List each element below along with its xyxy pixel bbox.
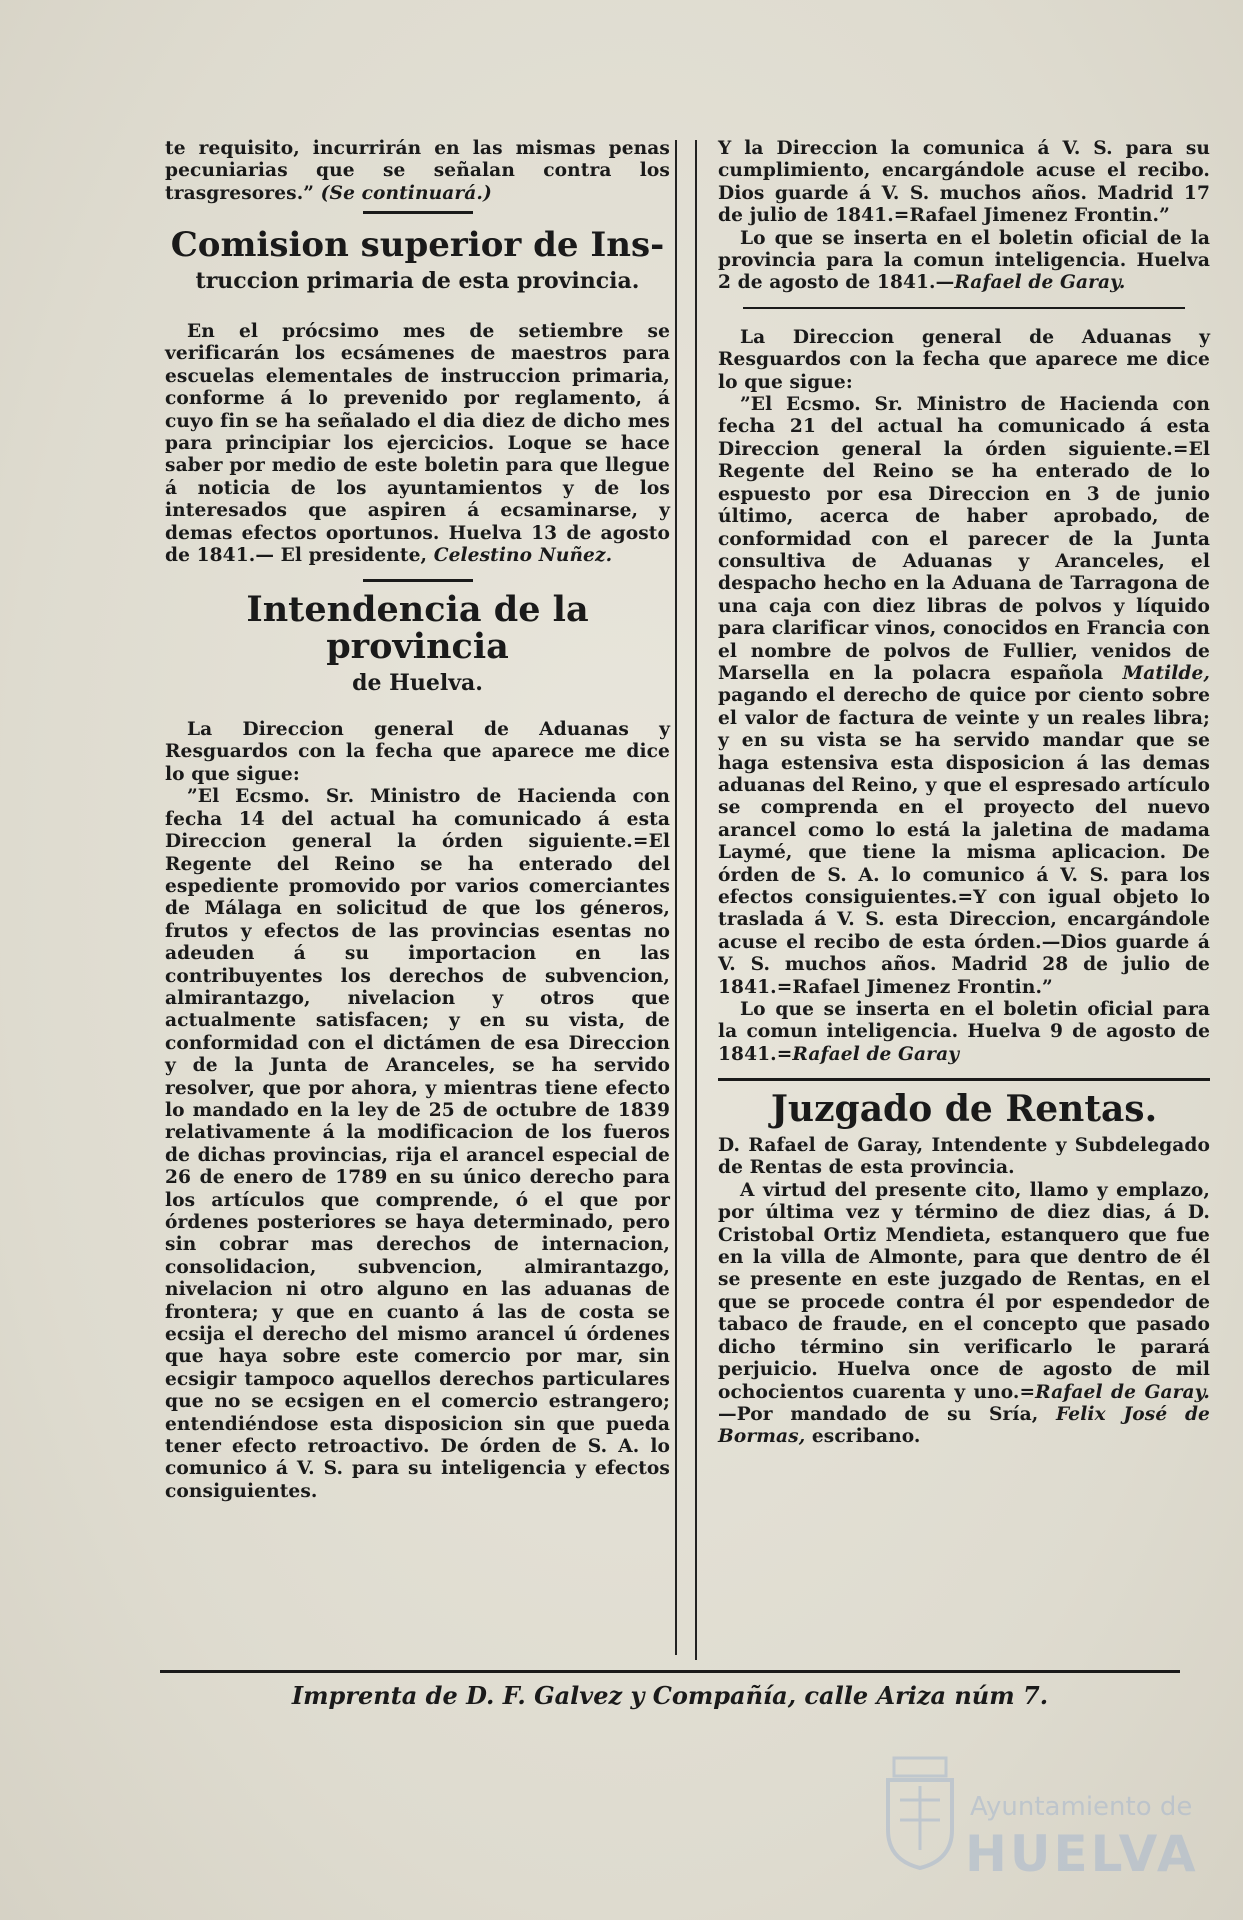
intendencia-order: ”El Ecsmo. Sr. Ministro de Hacienda con fecha 14 del actual ha comunicado á esta Direccion general la órden siguiente.=El Regente del Reino se ha enterado del espediente promovido por varios comerciantes de Málaga en solicitud de que los géneros, frutos y efectos de las provincias esentas no adeuden á su importacion en las contribuyentes los derechos de subvencion, almirantazgo, nivelacion y otros que actualmente satisfacen; y en su vista, de conformidad con el dictámen de esa Direccion y de la Junta de Aranceles, se ha servido resolver, que por ahora, y mientras tiene efecto lo mandado en la ley de 25 de octubre de 1839 relativamente á la modificacion de los fueros de dichas provincias, rija el arancel especial de 26 de enero de 1789 en su único derecho para los artículos que comprende, ó el que por órdenes posteriores se haya determinado, pero sin cobrar mas derechos de internacion, consolidacion, subvencion, almirantazgo, nivelacion ni otro alguno en las aduanas de frontera; y que en cuanto á las de costa se ecsija el derecho del mismo arancel ú órdenes que haya sobre este comercio por mar, sin ecsigir tampoco aquellos derechos particulares que no se ecsigen en el comercio estrangero; entendiéndose esta disposicion sin que pueda tener efecto retroactivo. De órden de S. A. lo comunico á V. S. para su inteligencia y efectos consiguientes. [165,786,670,1502]
watermark-line2: HUELVA [965,1825,1199,1883]
separator [363,211,473,214]
archive-watermark [880,1740,1220,1910]
imprint-text: Imprenta de D. F. Galvez y Compañía, calle Ariza núm 7. [291,1681,1049,1710]
left-column [165,138,670,1503]
right-column [718,138,1210,1449]
column-divider-right [695,140,697,1660]
coat-of-arms-icon [880,1750,960,1870]
separator [363,579,473,582]
juzgado-heading: D. Rafael de Garay, Intendente y Subdelegado de Rentas de esta provincia. [718,1135,1210,1179]
continued-paragraph: te requisito, incurrirán en las mismas penas pecuniarias que se señalan contra los trasgresores.” (Se continuará.) [165,138,670,204]
ship-name: Matilde, [1122,662,1210,684]
signature: Rafael de Garay [792,1043,960,1065]
signature: Rafael de Garay. [1035,1381,1210,1403]
comision-paragraph: En el prócsimo mes de setiembre se verificarán los ecsámenes de maestros para escuelas elementales de instruccion primaria, conforme á lo prevenido por reglamento, á cuyo fin se ha señalado el dia diez de dicho mes para principiar los ejercicios. Loque se hace saber por medio de este boletin para que llegue á noticia de los ayuntamientos y de los interesados que aspiren á ecsaminarse, y demas efectos oportunos. Huelva 13 de agosto de 1841.— El presidente, Celestino Nuñez. [165,321,670,567]
separator [743,307,1186,309]
section-subtitle-comision: truccion primaria de esta provincia. [195,267,640,294]
watermark-line1: Ayuntamiento de [970,1792,1193,1822]
signature: Felix José de Bormas, [718,1403,1210,1448]
section-title-juzgado: Juzgado de Rentas. [770,1088,1158,1131]
footer-rule [160,1670,1180,1673]
signature: Celestino Nuñez. [433,545,613,567]
insert-note-2: Lo que se inserta en el boletin oficial para la comun inteligencia. Huelva 9 de agosto de 1841.=Rafael de Garay [718,999,1210,1065]
section-subtitle-intendencia: de Huelva. [352,669,483,696]
signature: Rafael de Garay. [954,272,1126,294]
juzgado-notice: A virtud del presente cito, llamo y emplazo, por última vez y término de diez dias, á D. Cristobal Ortiz Mendieta, estanquero que fue en la villa de Almonte, para que dentro de él se presente en este juzgado de Rentas, en el que se procede contra él por espendedor de tabaco de fraude, en el concepto que pasado dicho término sin verificarlo le parará perjuicio. Huelva once de agosto de mil ochocientos cuarenta y uno.=Rafael de Garay. —Por mandado de su Sría, Felix José de Bormas, escribano. [718,1179,1210,1448]
aduanas-intro: La Direccion general de Aduanas y Resguardos con la fecha que aparece me dice lo que sigue: [718,326,1210,393]
aduanas-order: ”El Ecsmo. Sr. Ministro de Hacienda con fecha 21 del actual ha comunicado á esta Direccion general la órden siguiente.=El Regente del Reino se ha enterado de lo espuesto por esa Direccion en 3 de junio último, acerca de haber aprobado, de conformidad con el parecer de la Junta consultiva de Aduanas y Aranceles, el despacho hecho en la Aduana de Tarragona de una caja con diez libras de polvos y líquido para clarificar vinos, conocidos en Francia con el nombre de polvos de Fullier, venidos de Marsella en la polacra española Matilde, pagando el derecho de quice por ciento sobre el valor de factura de veinte y un reales libra; y en su vista se ha servido mandar que se haga estensiva esta disposicion á las demas aduanas del Reino, y que el espresado artículo se comprenda en el proyecto del nuevo arancel como lo está la jaletina de madama Laymé, que tiene la misma aplicacion. De órden de S. A. lo comunico á V. S. para los efectos consiguientes.=Y con igual objeto lo traslada á V. S. esta Direccion, encargándole acuse el recibo de esta órden.—Dios guarde á V. S. muchos años. Madrid 28 de julio de 1841.=Rafael Jimenez Frontin.” [718,394,1210,998]
continued-note: (Se continuará.) [320,182,492,204]
order-closing: Y la Direccion la comunica á V. S. para su cumplimiento, encargándole acuse el recibo. Dios guarde á V. S. muchos años. Madrid 17 de julio de 1841.=Rafael Jimenez Frontin.” [718,138,1210,227]
imprint-footer [160,1670,1180,1710]
intendencia-intro: La Direccion general de Aduanas y Resguardos con la fecha que aparece me dice lo que sigue: [165,719,670,785]
column-divider-left [675,140,677,1655]
insert-note-1: Lo que se inserta en el boletin oficial de la provincia para la comun inteligencia. Huelva 2 de agosto de 1841.—Rafael de Garay. [718,227,1210,294]
section-title-intendencia: Intendencia de la provincia [246,589,589,668]
section-title-comision: Comision superior de Ins- [170,225,665,266]
separator [718,1078,1210,1081]
